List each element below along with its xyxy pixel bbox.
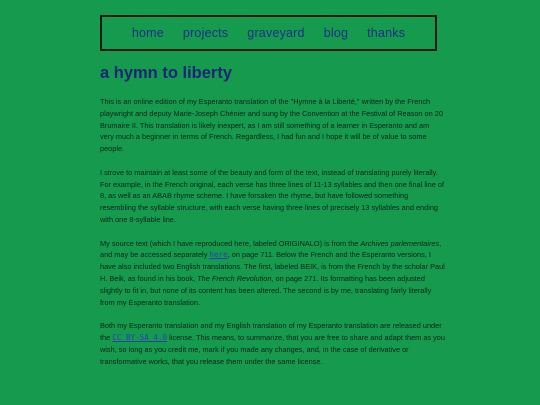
- beik-book-title: The French Revolution: [197, 273, 272, 283]
- source-text-4: , on page 271. Its formatting has been adjusted slightly to fit in, but none of its content has been altered. The second is by me, translating fairly literally from my Esperanto translation.: [100, 273, 432, 307]
- source-text-3: , on page 711. Below the French and the Esperanto versions, I have also included two English translations. The first, labeled BEIK, is from the French by the scholar Paul H. Beik, as found in his book,: [100, 250, 445, 283]
- nav-home-link[interactable]: home: [131, 26, 164, 40]
- intro-paragraph: This is an online edition of my Esperanto translation of the "Hymne à la Liberté," written by the French playwright and deputy Marie-Joseph Chénier and sung by the Convention at the Festival of Reason on 20 Brumaire II. This translation is likely inexpert, as I am still something of a learner in Esperanto and am very much a beginner in terms of French. Regardless, I had fun and I hope it will be of value to some people.: [100, 97, 443, 154]
- article-body: [100, 96, 445, 379]
- source-text-2: , and may be accessed separately: [100, 238, 442, 260]
- nav-graveyard-link[interactable]: graveyard: [247, 26, 305, 40]
- license-text-2: license. This means, to summarize, that you are free to share and adapt them as you wish, so long as you credit me, mark if you made any changes, and, in the case of derivative or transformative works, that you release them under the same license.: [100, 332, 445, 366]
- method-paragraph: I strove to maintain at least some of the beauty and form of the text, instead of translating purely literally. For example, in the French original, each verse has three lines of 11-13 syllables and then one final line of 8, as well as an ABAB rhyme scheme. I have forsaken the rhyme, but have followed something resembling the syllable structure, with each verse having three lines of precisely 13 syllables and ending with one 8-syllable line.: [100, 167, 444, 224]
- page-title: a hymn to liberty: [100, 64, 233, 82]
- source-here-link[interactable]: here: [209, 250, 228, 260]
- license-text-1: Both my Esperanto translation and my English translation of my Esperanto translation are released under the: [100, 321, 442, 342]
- source-paragraph: [100, 238, 445, 309]
- nav-projects-link[interactable]: projects: [182, 26, 229, 40]
- archives-title: Archives parlementaires: [360, 238, 440, 248]
- top-navigation: [100, 15, 437, 51]
- nav-blog-link[interactable]: blog: [323, 26, 349, 40]
- license-paragraph: [100, 320, 445, 367]
- license-link[interactable]: CC BY-SA 4.0: [112, 332, 168, 342]
- nav-thanks-link[interactable]: thanks: [367, 26, 406, 40]
- source-text-1: My source text (which I have reproduced here, labeled ORIGINALO) is from the: [100, 238, 361, 248]
